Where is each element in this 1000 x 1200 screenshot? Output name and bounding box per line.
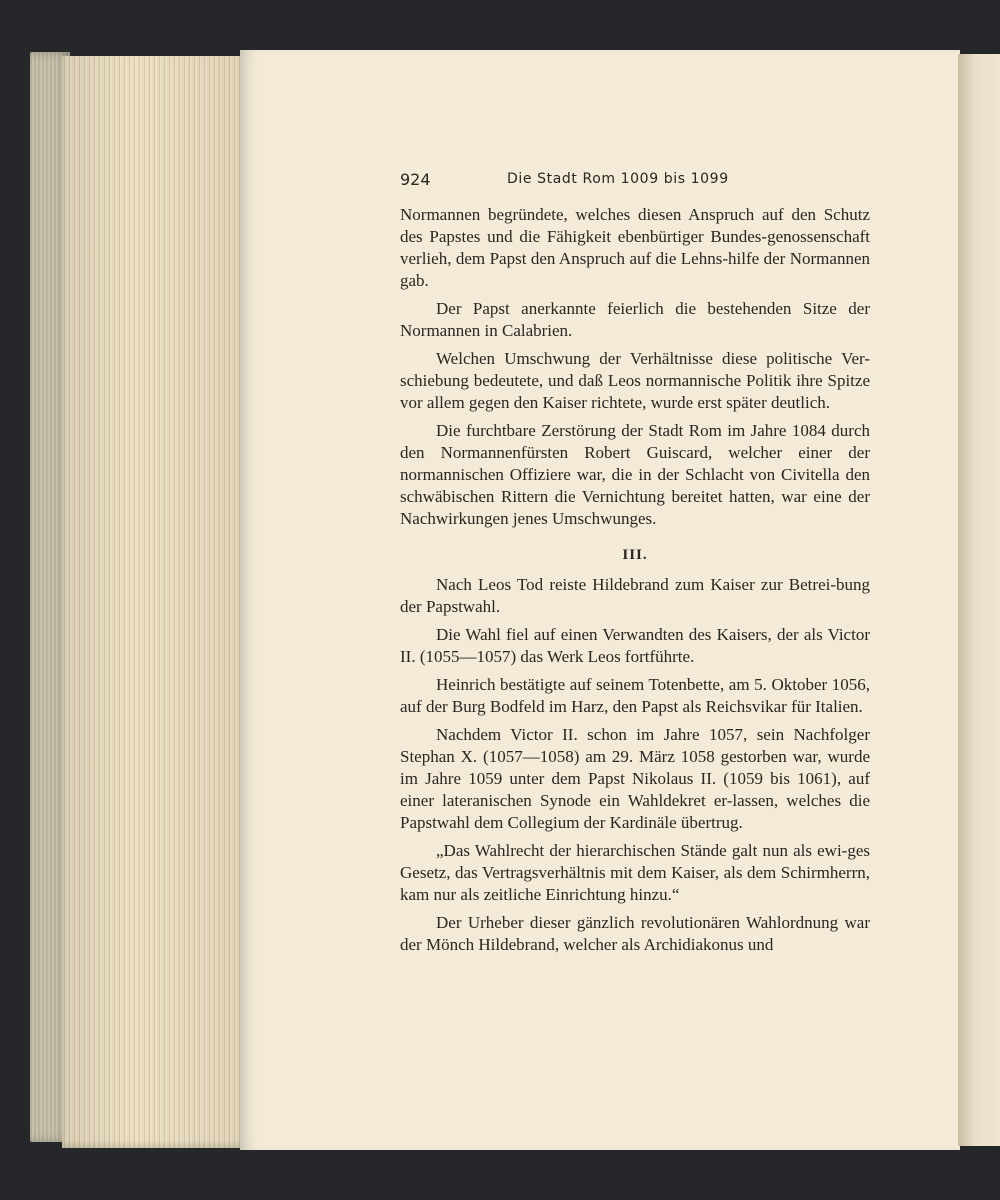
- facing-page-edge: [958, 54, 1000, 1146]
- paragraph: Die Wahl fiel auf einen Verwandten des Kaisers, der als Victor II. (1055—1057) das Werk Leos fortführte.: [400, 625, 870, 666]
- paragraph: Der Papst anerkannte feierlich die bestehenden Sitze der Normannen in Calabrien.: [400, 299, 870, 340]
- page-number: 924: [400, 170, 431, 189]
- page-header: [400, 170, 870, 194]
- section-heading: III.: [622, 547, 648, 563]
- paragraph: Welchen Umschwung der Verhältnisse diese politische Ver-schiebung bedeutete, und daß Leos normannische Politik ihre Spitze vor allem gegen den Kaiser richtete, wurde erst später deutlich.: [400, 349, 870, 412]
- running-title: Die Stadt Rom 1009 bis 1099: [507, 171, 729, 187]
- paragraph: Heinrich bestätigte auf seinem Totenbette, am 5. Oktober 1056, auf der Burg Bodfeld im Harz, den Papst als Reichsvikar für Italien.: [400, 675, 870, 716]
- page-edges: [62, 56, 242, 1148]
- body-text: [400, 204, 870, 962]
- paragraph: Die furchtbare Zerstörung der Stadt Rom im Jahre 1084 durch den Normannenfürsten Robert Guiscard, welcher einer der normannischen Offiziere war, die in der Schlacht von Civitella den schwäbischen Rittern die Vernichtung bereitet hatten, war eine der Nachwirkungen jenes Umschwunges.: [400, 421, 870, 528]
- paragraph: Nach Leos Tod reiste Hildebrand zum Kaiser zur Betrei-bung der Papstwahl.: [400, 575, 870, 616]
- paragraph: Der Urheber dieser gänzlich revolutionären Wahlordnung war der Mönch Hildebrand, welcher als Archidiakonus und: [400, 913, 870, 954]
- paragraph: Normannen begründete, welches diesen Anspruch auf den Schutz des Papstes und die Fähigkeit ebenbürtiger Bundes-genossenschaft verlieh, dem Papst den Anspruch auf die Lehns-hilfe der Normannen gab.: [400, 205, 870, 290]
- paragraph: „Das Wahlrecht der hierarchischen Stände galt nun als ewi-ges Gesetz, das Vertragsverhältnis mit dem Kaiser, als dem Schirmherrn, kam nur als zeitliche Einrichtung hinzu.“: [400, 841, 870, 904]
- paragraph: Nachdem Victor II. schon im Jahre 1057, sein Nachfolger Stephan X. (1057—1058) am 29. März 1058 gestorben war, wurde im Jahre 1059 unter dem Papst Nikolaus II. (1059 bis 1061), auf einer lateranischen Synode ein Wahldekret er-lassen, welches die Papstwahl dem Collegium der Kardinäle übertrug.: [400, 725, 870, 832]
